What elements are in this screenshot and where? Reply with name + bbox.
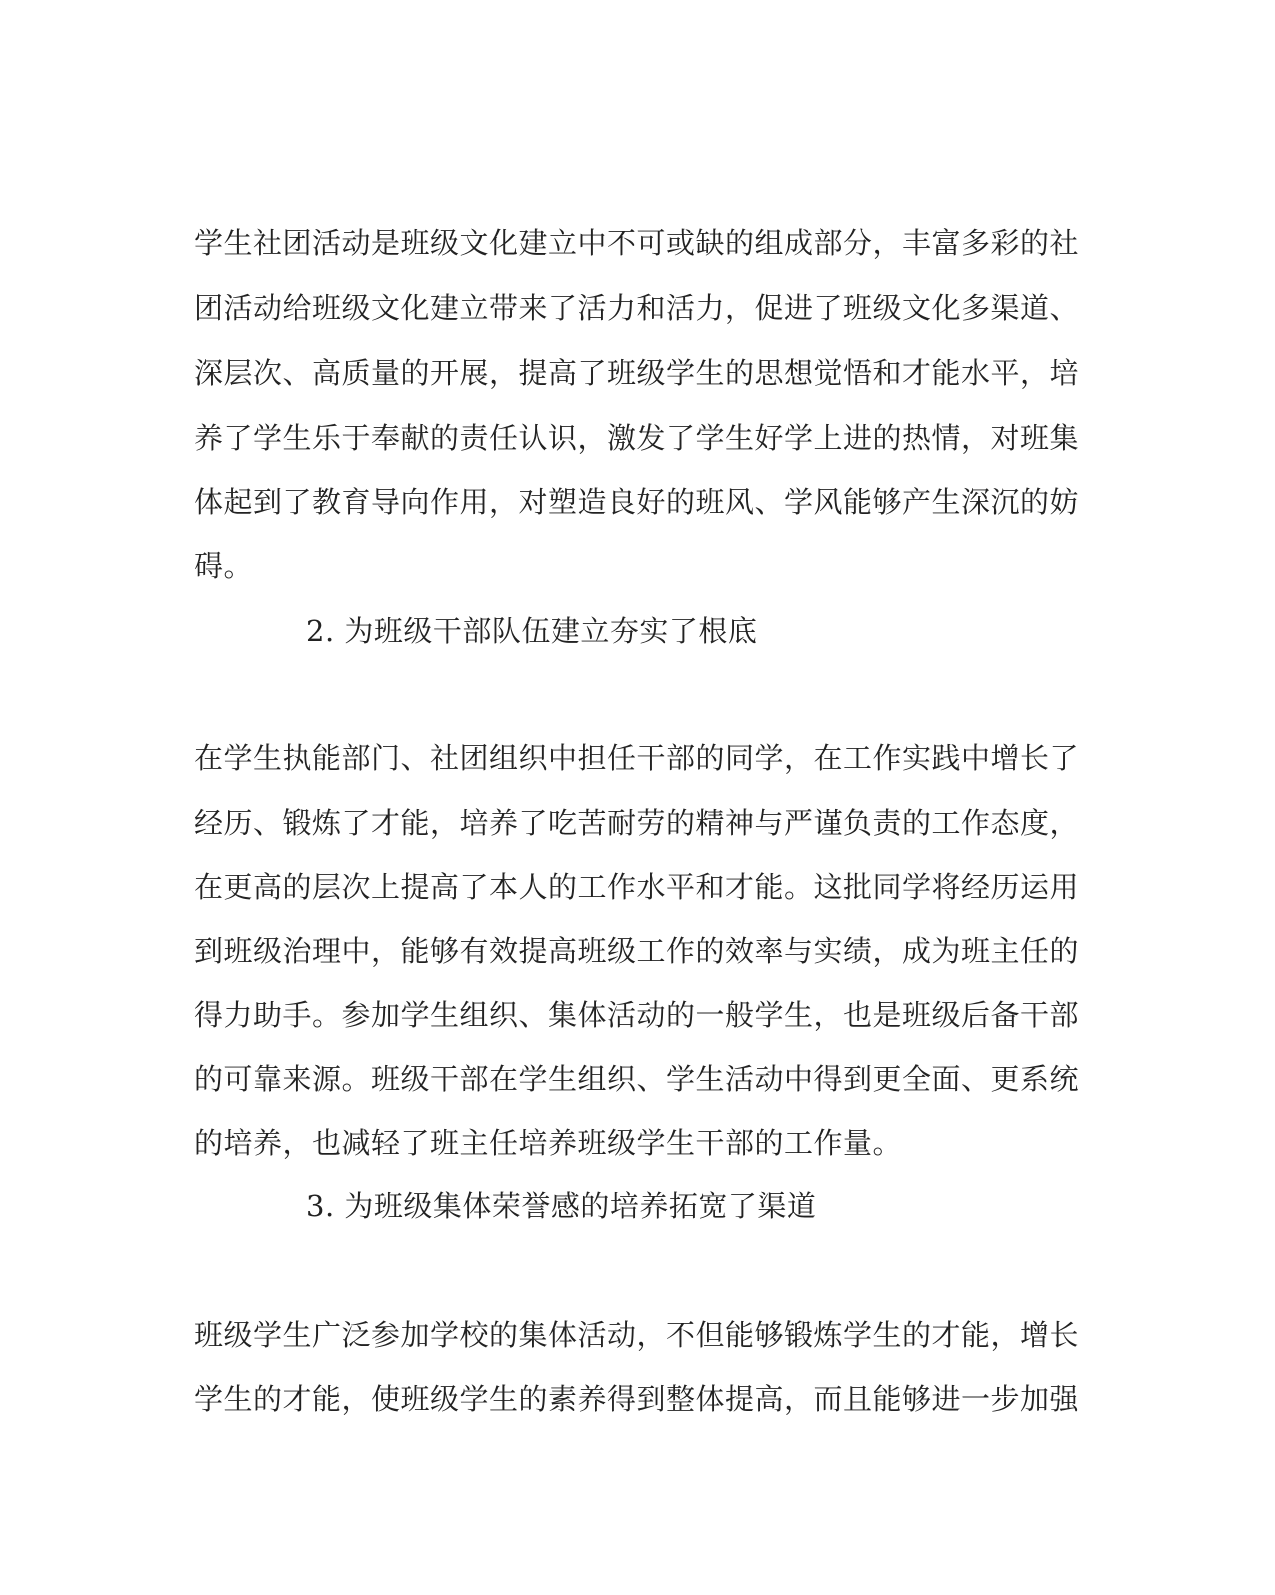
text-line: 碍。 [194, 549, 254, 583]
text-line: 的可靠来源。班级干部在学生组织、学生活动中得到更全面、更系统 [194, 1062, 1080, 1096]
text-line: 团活动给班级文化建立带来了活力和活力，促进了班级文化多渠道、 [194, 291, 1080, 325]
text-line: 到班级治理中，能够有效提高班级工作的效率与实绩，成为班主任的 [194, 934, 1080, 968]
text-line: 学生的才能，使班级学生的素养得到整体提高，而且能够进一步加强 [194, 1382, 1080, 1416]
text-line: 体起到了教育导向作用，对塑造良好的班风、学风能够产生深沉的妨 [194, 485, 1080, 519]
text-line: 学生社团活动是班级文化建立中不可或缺的组成部分，丰富多彩的社 [194, 226, 1080, 260]
text-line: 深层次、高质量的开展，提高了班级学生的思想觉悟和才能水平，培 [194, 356, 1080, 390]
section-heading-2: 2. 为班级干部队伍建立夯实了根底 [306, 614, 758, 648]
text-line: 经历、锻炼了才能，培养了吃苦耐劳的精神与严谨负责的工作态度， [194, 806, 1080, 840]
text-line: 班级学生广泛参加学校的集体活动，不但能够锻炼学生的才能，增长 [194, 1318, 1080, 1352]
text-line: 在更高的层次上提高了本人的工作水平和才能。这批同学将经历运用 [194, 870, 1080, 904]
section-heading-3: 3. 为班级集体荣誉感的培养拓宽了渠道 [306, 1189, 817, 1223]
text-line: 得力助手。参加学生组织、集体活动的一般学生，也是班级后备干部 [194, 998, 1080, 1032]
text-line: 养了学生乐于奉献的责任认识，激发了学生好学上进的热情，对班集 [194, 421, 1080, 455]
text-line: 的培养，也减轻了班主任培养班级学生干部的工作量。 [194, 1126, 903, 1160]
text-line: 在学生执能部门、社团组织中担任干部的同学，在工作实践中增长了 [194, 741, 1080, 775]
